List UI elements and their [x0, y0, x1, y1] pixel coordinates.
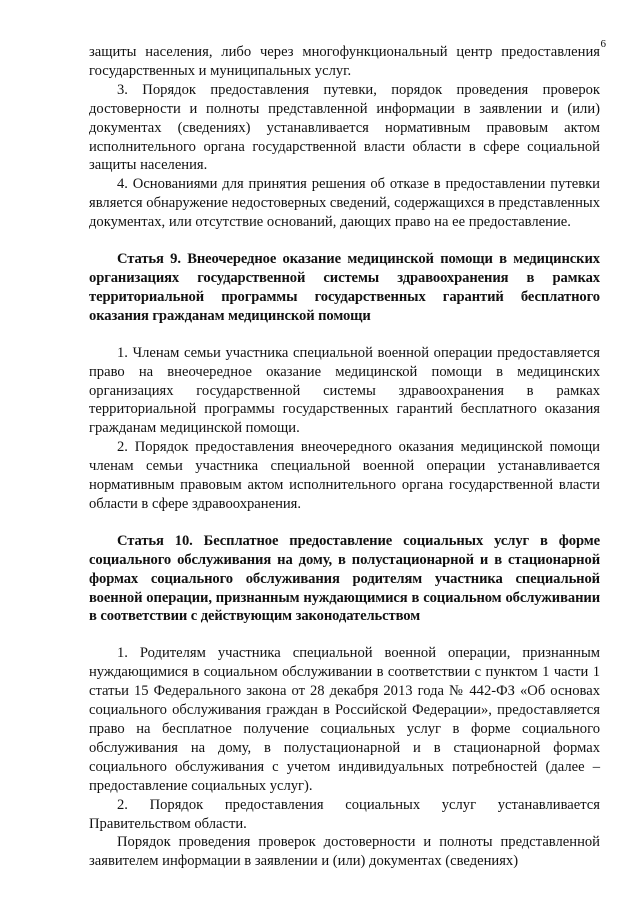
- article-10-heading: Статья 10. Бесплатное предоставление социальных услуг в форме социального обслуживания на дому, в полустационарной и в стационарной формах социального обслуживания родителям участника специальной военной операции, признанным нуждающимися в социальном обслуживании в соответствии с действующим законодательством: [89, 532, 600, 625]
- article-9-paragraph-2: 2. Порядок предоставления внеочередного оказания медицинской помощи членам семьи участника специальной военной операции устанавливается нормативным правовым актом исполнительного органа государственной власти области в сфере здравоохранения.: [89, 439, 600, 512]
- spacer: [89, 326, 600, 344]
- page-number: 6: [600, 38, 606, 50]
- spacer: [89, 232, 600, 250]
- document-body: [89, 43, 600, 871]
- article-10-paragraph-1: 1. Родителям участника специальной военной операции, признанным нуждающимися в социальном обслуживании в соответствии с пунктом 1 части 1 статьи 15 Федерального закона от 28 декабря 2013 года № 442-ФЗ «Об основах социального обслуживания граждан в Российской Федерации», предоставляется право на бесплатное получение социальных услуг в форме социального обслуживания на дому, в полустационарной и в стационарной формах социального обслуживания с учетом индивидуальных потребностей (далее – предоставление социальных услуг).: [89, 645, 600, 794]
- article-9-heading: Статья 9. Внеочередное оказание медицинской помощи в медицинских организациях государственной системы здравоохранения в рамках территориальной программы государственных гарантий бесплатного оказания гражданам медицинской помощи: [89, 251, 600, 324]
- paragraph-item-3: 3. Порядок предоставления путевки, порядок проведения проверок достоверности и полноты представленной информации в заявлении и (или) документах (сведениях) устанавливается нормативным правовым актом исполнительного органа государственной власти области в сфере социальной защиты населения.: [89, 81, 600, 174]
- paragraph-continuation: защиты населения, либо через многофункциональный центр предоставления государственных и муниципальных услуг.: [89, 44, 600, 79]
- article-10-paragraph-2: 2. Порядок предоставления социальных услуг устанавливается Правительством области.: [89, 796, 600, 832]
- article-10-paragraph-3: Порядок проведения проверок достоверности и полноты представленной заявителем информации в заявлении и (или) документах (сведениях): [89, 834, 600, 870]
- spacer: [89, 626, 600, 644]
- spacer: [89, 514, 600, 532]
- article-9-paragraph-1: 1. Членам семьи участника специальной военной операции предоставляется право на внеочередное оказание медицинской помощи в медицинских организациях государственной системы здравоохранения в рамках территориальной программы государственных гарантий бесплатного оказания гражданам медицинской помощи.: [89, 344, 600, 437]
- paragraph-item-4: 4. Основаниями для принятия решения об отказе в предоставлении путевки является обнаружение недостоверных сведений, содержащихся в представленных документах, или отсутствие оснований, дающих право на ее предоставление.: [89, 176, 601, 231]
